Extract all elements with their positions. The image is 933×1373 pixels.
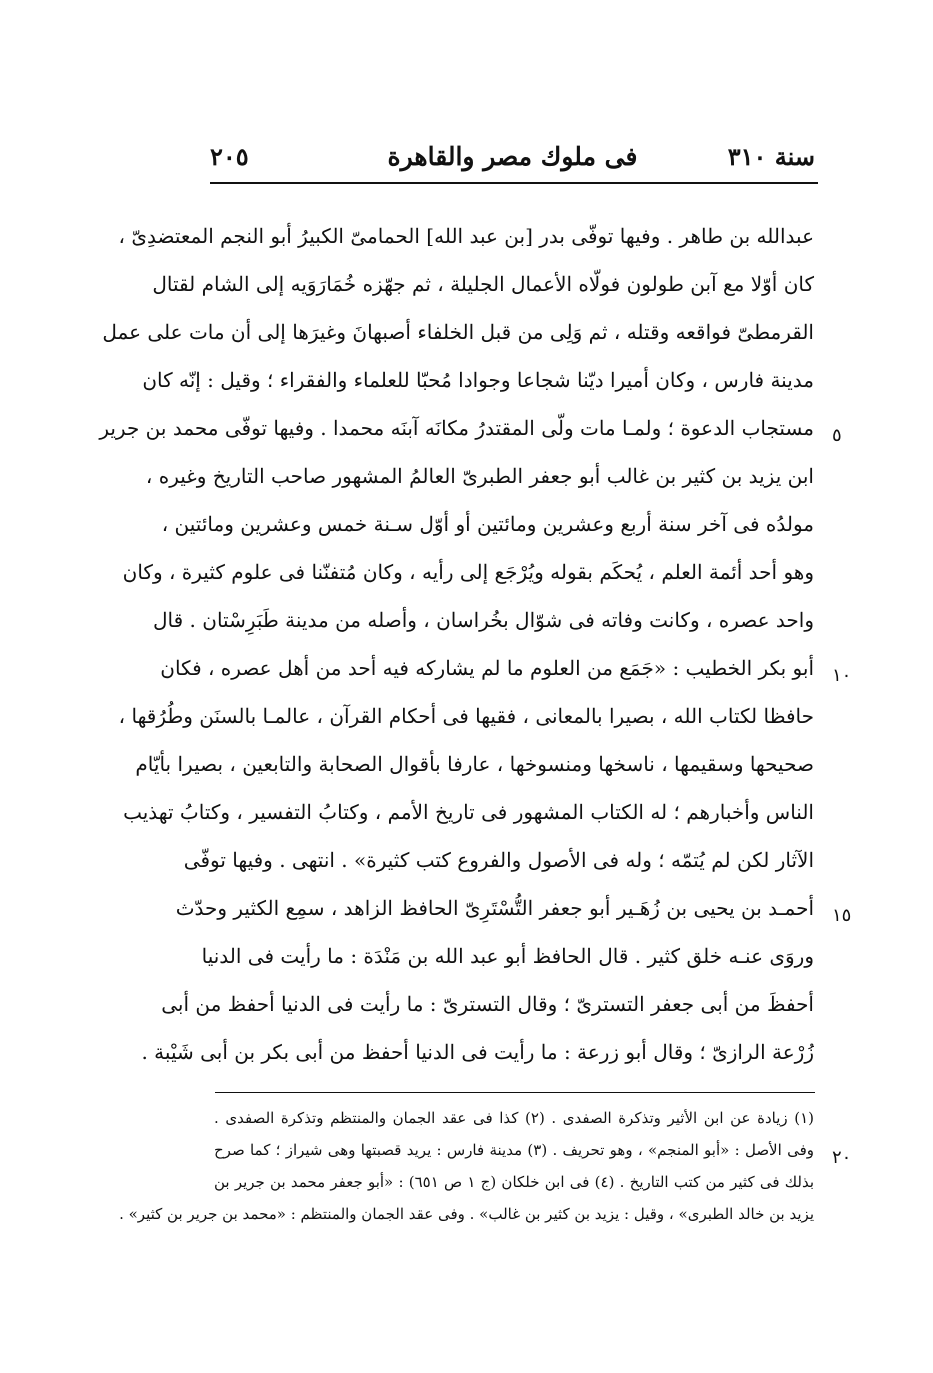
text-line: مدينة فارس ، وكان أميرا ديّنا شجاعا وجوادا مُحبّا للعلماء والفقراء ؛ وقيل : إنّه كان xyxy=(142,368,814,392)
text-line: واحد عصره ، وكانت وفاته فى شوّال بخُراسان ، وأصله من مدينة طَبَرِسْتان . قال xyxy=(153,608,814,632)
running-header xyxy=(210,140,815,182)
main-text xyxy=(99,212,814,1076)
text-line: كان أوّلا مع آبن طولون فولّاه الأعمال الجليلة ، ثم جهّزه خُمَارَوَيه إلى الشام لقتال xyxy=(152,272,814,296)
line-number-5: ٥ xyxy=(832,425,842,446)
footnotes xyxy=(119,1102,814,1230)
text-line: أبو بكر الخطيب : «جَمَع من العلوم ما لم يشاركه فيه أحد من أهل عصره ، فكان xyxy=(160,656,814,680)
text-line: وروَى عنـه خلق كثير . قال الحافظ أبو عبد الله بن مَنْدَة : ما رأيت فى الدنيا xyxy=(201,944,814,968)
text-line: زُرْعة الرازىّ ؛ وقال أبو زرعة : ما رأيت فى الدنيا أحفظ من أبى بكر بن أبى شَيْبة . xyxy=(141,1040,814,1064)
text-line: مولدُه فى آخر سنة أربع وعشرين ومائتين أو أوّل سـنة خمس وعشرين ومائتين ، xyxy=(161,512,814,536)
text-line: القرمطىّ فواقعه وقتله ، ثم وَلِى من قبل الخلفاء أصبهانَ وغيرَها إلى أن مات على عمل xyxy=(102,320,814,344)
text-line: أحفظَ من أبى جعفر التسترىّ ؛ وقال التسترىّ : ما رأيت فى الدنيا أحفظ من أبى xyxy=(161,992,814,1016)
line-number-20: ٢٠ xyxy=(832,1147,852,1168)
footnote-rule xyxy=(215,1092,815,1093)
text-line: صحيحها وسقيمها ، ناسخها ومنسوخها ، عارفا بأقوال الصحابة والتابعين ، بصيرا بأيّام xyxy=(135,752,814,776)
line-number-15: ١٥ xyxy=(832,905,852,926)
text-line: وهو أحد أئمة العلم ، يُحكَم بقوله ويُرْجَع إلى رأيه ، وكان مُتفنّنا فى علوم كثيرة ، وكان xyxy=(122,560,814,584)
text-line: ابن يزيد بن كثير بن غالب أبو جعفر الطبرىّ العالمُ المشهور صاحب التاريخ وغيره ، xyxy=(145,464,814,488)
footnote-line: (١) زيادة عن ابن الأثير وتذكرة الصفدى . (٢) كذا فى عقد الجمان والمنتظم وتذكرة الصفدى . xyxy=(214,1109,814,1127)
footnote-line: بذلك فى كثير من كتب التاريخ . (٤) فى ابن خلكان (ج ١ ص ٦٥١) : «أبو جعفر محمد بن جرير بن xyxy=(214,1173,814,1191)
footnote-line: وفى الأصل : «أبو المنجم» ، وهو تحريف . (٣) مدينة فارس : يريد قصبتها وهى شيراز ؛ كما صرح xyxy=(214,1141,814,1159)
header-title: فى ملوك مصر والقاهرة xyxy=(387,142,638,171)
text-line: عبدالله بن طاهر . وفيها توفّى بدر [بن عبد الله] الحمامىّ الكبيرُ أبو النجم المعتضدِىّ ، xyxy=(118,224,814,248)
header-rule xyxy=(210,182,818,184)
text-line: الناس وأخبارهم ؛ له الكتاب المشهور فى تاريخ الأمم ، وكتابُ التفسير ، وكتابُ تهذيب xyxy=(123,800,814,824)
text-line: حافظا لكتاب الله ، بصيرا بالمعانى ، فقيها فى أحكام القرآن ، عالمـا بالسنَن وطُرُقها ، xyxy=(118,704,814,728)
header-year: سنة ٣١٠ xyxy=(727,142,815,171)
text-line: الآثار لكن لم يُتمّه ؛ وله فى الأصول والفروع كتب كثيرة» . انتهى . وفيها توفّى xyxy=(183,848,814,872)
text-line: أحمـد بن يحيى بن زُهَـير أبو جعفر التُّسْتَرِىّ الحافظ الزاهد ، سمِع الكثير وحدّث xyxy=(175,896,814,920)
line-number-10: ١٠ xyxy=(832,665,852,686)
page-number: ٢٠٥ xyxy=(210,142,249,171)
text-line: مستجاب الدعوة ؛ ولمـا مات ولّى المقتدرُ مكانَه آبنَه محمدا . وفيها توفّى محمد بن جرير xyxy=(99,416,814,440)
footnote-line: يزيد بن خالد الطبرى» ، وقيل : يزيد بن كثير بن غالب» . وفى عقد الجمان والمنتظم : «محمد بن جرير بن كثير» . xyxy=(119,1205,814,1223)
